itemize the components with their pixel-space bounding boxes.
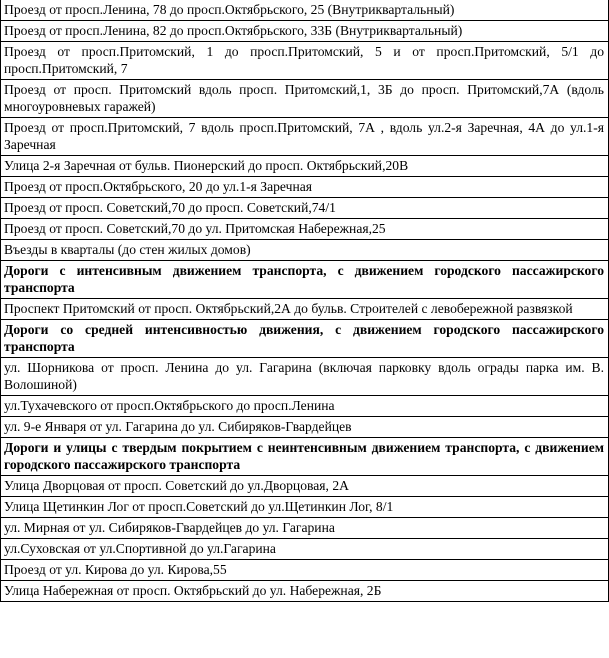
table-cell: Проезд от просп.Притомский, 7 вдоль просп.Притомский, 7А , вдоль ул.2-я Заречная, 4А до ул.1-я Заречная (1, 118, 609, 156)
table-cell: Проезд от просп. Советский,70 до ул. Притомская Набережная,25 (1, 219, 609, 240)
table-cell: Улица Дворцовая от просп. Советский до ул.Дворцовая, 2А (1, 476, 609, 497)
table-cell: Проезд от ул. Кирова до ул. Кирова,55 (1, 560, 609, 581)
table-cell: Проезд от просп.Октябрьского, 20 до ул.1-я Заречная (1, 177, 609, 198)
table-row (1, 417, 609, 438)
section-header-row (1, 261, 609, 299)
section-header: Дороги и улицы с твердым покрытием с неинтенсивным движением транспорта, с движением городского пассажирского транспорта (1, 438, 609, 476)
table-cell: Улица 2-я Заречная от бульв. Пионерский до просп. Октябрьский,20В (1, 156, 609, 177)
table-row (1, 198, 609, 219)
table-row (1, 21, 609, 42)
table-row (1, 476, 609, 497)
table-cell: ул.Суховская от ул.Спортивной до ул.Гагарина (1, 539, 609, 560)
table-row (1, 396, 609, 417)
table-cell: Проезд от просп.Ленина, 82 до просп.Октябрьского, 33Б (Внутриквартальный) (1, 21, 609, 42)
table-row (1, 358, 609, 396)
table-cell: Проспект Притомский от просп. Октябрьский,2А до бульв. Строителей с левобережной развязкой (1, 299, 609, 320)
table-cell: Проезд от просп.Ленина, 78 до просп.Октябрьского, 25 (Внутриквартальный) (1, 0, 609, 21)
section-header: Дороги с интенсивным движением транспорта, с движением городского пассажирского транспорта (1, 261, 609, 299)
table-row (1, 518, 609, 539)
table-cell: ул. Шорникова от просп. Ленина до ул. Гагарина (включая парковку вдоль ограды парка им. В. Волошиной) (1, 358, 609, 396)
table-cell: Проезд от просп. Притомский вдоль просп. Притомский,1, 3Б до просп. Притомский,7А (вдоль многоуровневых гаражей) (1, 80, 609, 118)
table-cell: Улица Щетинкин Лог от просп.Советский до ул.Щетинкин Лог, 8/1 (1, 497, 609, 518)
table-cell: Въезды в кварталы (до стен жилых домов) (1, 240, 609, 261)
table-cell: ул.Тухачевского от просп.Октябрьского до просп.Ленина (1, 396, 609, 417)
table-row (1, 299, 609, 320)
section-header: Дороги со средней интенсивностью движения, с движением городского пассажирского транспорта (1, 320, 609, 358)
table-row (1, 240, 609, 261)
table-cell: ул. 9-е Января от ул. Гагарина до ул. Сибиряков-Гвардейцев (1, 417, 609, 438)
table-row (1, 539, 609, 560)
table-row (1, 156, 609, 177)
table-cell: Улица Набережная от просп. Октябрьский до ул. Набережная, 2Б (1, 581, 609, 602)
table-row (1, 177, 609, 198)
table-row (1, 42, 609, 80)
table-row (1, 0, 609, 21)
table-cell: Проезд от просп. Советский,70 до просп. Советский,74/1 (1, 198, 609, 219)
table-cell: ул. Мирная от ул. Сибиряков-Гвардейцев до ул. Гагарина (1, 518, 609, 539)
roads-table-body (1, 0, 609, 602)
table-row (1, 80, 609, 118)
table-row (1, 581, 609, 602)
table-row (1, 560, 609, 581)
table-row (1, 118, 609, 156)
section-header-row (1, 320, 609, 358)
table-row (1, 497, 609, 518)
table-cell: Проезд от просп.Притомский, 1 до просп.Притомский, 5 и от просп.Притомский, 5/1 до просп.Притомский, 7 (1, 42, 609, 80)
section-header-row (1, 438, 609, 476)
table-row (1, 219, 609, 240)
